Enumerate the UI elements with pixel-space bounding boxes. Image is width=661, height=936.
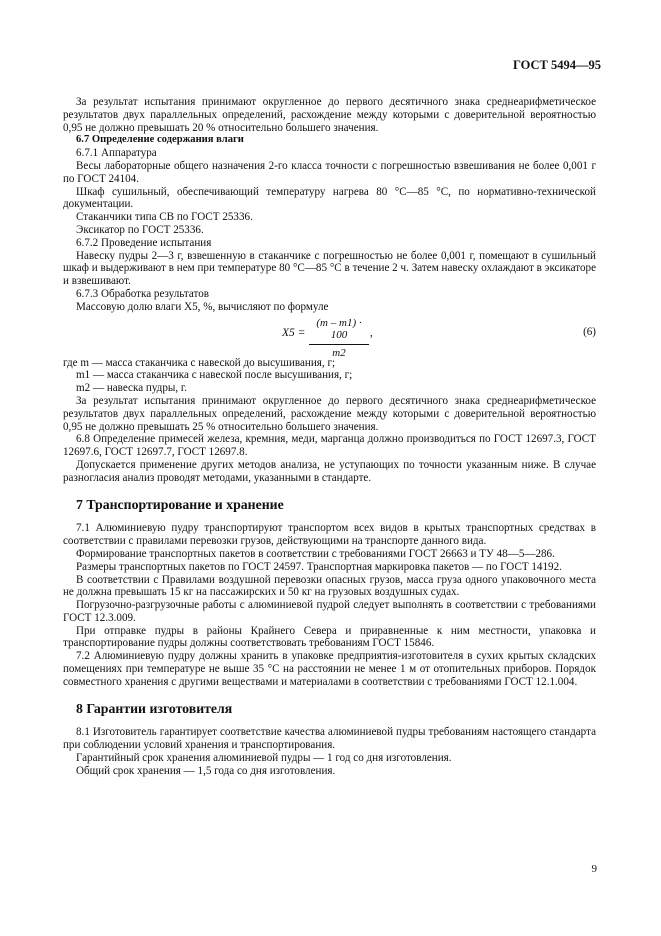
section-6-7-2-title: 6.7.2 Проведение испытания (76, 236, 212, 249)
paragraph-cups: Стаканчики типа СВ по ГОСТ 25336. (76, 211, 253, 224)
paragraph-8-1: 8.1 Изготовитель гарантирует соответствие качества алюминиевой пудры требованиям настоящего стандарта при соблюдении условий хранения и транспортирования. (63, 726, 596, 752)
paragraph-other-methods: Допускается применение других методов анализа, не уступающих по точности указанным ниже. В случае разногласия анализ проводят методами, указанными в стандарте. (63, 458, 596, 484)
page-content (63, 96, 596, 778)
paragraph-packet-sizes: Размеры транспортных пакетов по ГОСТ 24597. Транспортная маркировка пакетов — по ГОСТ 14192. (76, 560, 562, 573)
paragraph-warranty-period: Гарантийный срок хранения алюминиевой пудры — 1 год со дня изготовления. (76, 752, 452, 765)
formula-number: (6) (583, 325, 596, 338)
formula-fraction (309, 317, 369, 360)
section-8-heading: 8 Гарантии изготовителя (76, 700, 233, 716)
paragraph-formula-intro: Массовую долю влаги X5, %, вычисляют по формуле (76, 300, 329, 313)
where-m: где m — масса стаканчика с навеской до высушивания, г; (63, 356, 336, 369)
paragraph-far-north: При отправке пудры в районы Крайнего Севера и приравненные к ним местности, упаковка и транспортирование пудры должны соответствовать требованиям ГОСТ 15846. (63, 624, 596, 650)
formula-comma: , (370, 326, 373, 339)
page-number: 9 (591, 863, 597, 875)
paragraph-scales: Весы лабораторные общего назначения 2-го класса точности с погрешностью взвешивания не более 0,001 г по ГОСТ 24104. (63, 159, 596, 185)
formula-lhs: X5 = (282, 326, 306, 339)
paragraph-7-2: 7.2 Алюминиевую пудру должны хранить в упаковке предприятия-изготовителя в сухих крытых складских помещениях при температуре не выше 35 °С на расстоянии не менее 1 м от отопительных приборов. Порядок совместного хранения с другими веществами и материалами в соответствии с требованиями ГОСТ 12.1.004. (63, 650, 596, 688)
section-6-7-1-title: 6.7.1 Аппаратура (76, 147, 157, 160)
formula-6 (63, 316, 596, 360)
paragraph-packets: Формирование транспортных пакетов в соответствии с требованиями ГОСТ 26663 и ТУ 48—5—286. (76, 547, 555, 560)
where-m1: m1 — масса стаканчика с навеской после высушивания, г; (76, 369, 353, 382)
paragraph-result-20: За результат испытания принимают округленное до первого десятичного знака среднеарифметическое результатов двух параллельных определений, расхождение между которыми с доверительной вероятностью 0,95 не должно превышать 20 % относительно большего значения. (63, 96, 596, 134)
paragraph-air-transport: В соответствии с Правилами воздушной перевозки опасных грузов, масса груза одного упаковочного места не должна превышать 15 кг на пассажирских и 50 кг на грузовых воздушных судах. (63, 573, 596, 599)
paragraph-7-1: 7.1 Алюминиевую пудру транспортируют транспортом всех видов в крытых транспортных средствах в соответствии с правилами перевозки грузов, действующими на транспорте данного вида. (63, 522, 596, 548)
paragraph-test-procedure: Навеску пудры 2—3 г, взвешенную в стаканчике с погрешностью не более 0,001 г, помещают в сушильный шкаф и выдерживают в нем при температуре 80 °С—85 °С в течение 2 ч. Затем навеску охлаждают в эксикаторе и взвешивают. (63, 249, 596, 288)
paragraph-total-storage: Общий срок хранения — 1,5 года со дня изготовления. (76, 764, 336, 777)
paragraph-loading: Погрузочно-разгрузочные работы с алюминиевой пудрой следует выполнять в соответствии с требованиями ГОСТ 12.3.009. (63, 599, 596, 624)
paragraph-oven: Шкаф сушильный, обеспечивающий температуру нагрева 80 °С—85 °С, по нормативно-технической документации. (63, 185, 596, 211)
formula-denominator: m2 (332, 347, 346, 360)
paragraph-result-25: За результат испытания принимают округленное до первого десятичного знака среднеарифметическое результатов двух параллельных определений, расхождение между которыми с доверительной вероятностью 0,95 не должно превышать 25 % относительно большего значения. (63, 394, 596, 433)
paragraph-6-8: 6.8 Определение примесей железа, кремния, меди, марганца должно производиться по ГОСТ 12697.3, ГОСТ 12697.6, ГОСТ 12697.7, ГОСТ 12697.8. (63, 433, 596, 459)
section-6-7-title: 6.7 Определение содержания влаги (76, 134, 244, 146)
section-6-7-3-title: 6.7.3 Обработка результатов (76, 287, 209, 300)
formula-numerator: (m – m1) · 100 (309, 317, 369, 346)
section-7-heading: 7 Транспортирование и хранение (76, 496, 284, 512)
paragraph-desiccator: Эксикатор по ГОСТ 25336. (76, 223, 204, 236)
running-header: ГОСТ 5494—95 (512, 58, 601, 72)
where-m2: m2 — навеска пудры, г. (76, 382, 187, 395)
